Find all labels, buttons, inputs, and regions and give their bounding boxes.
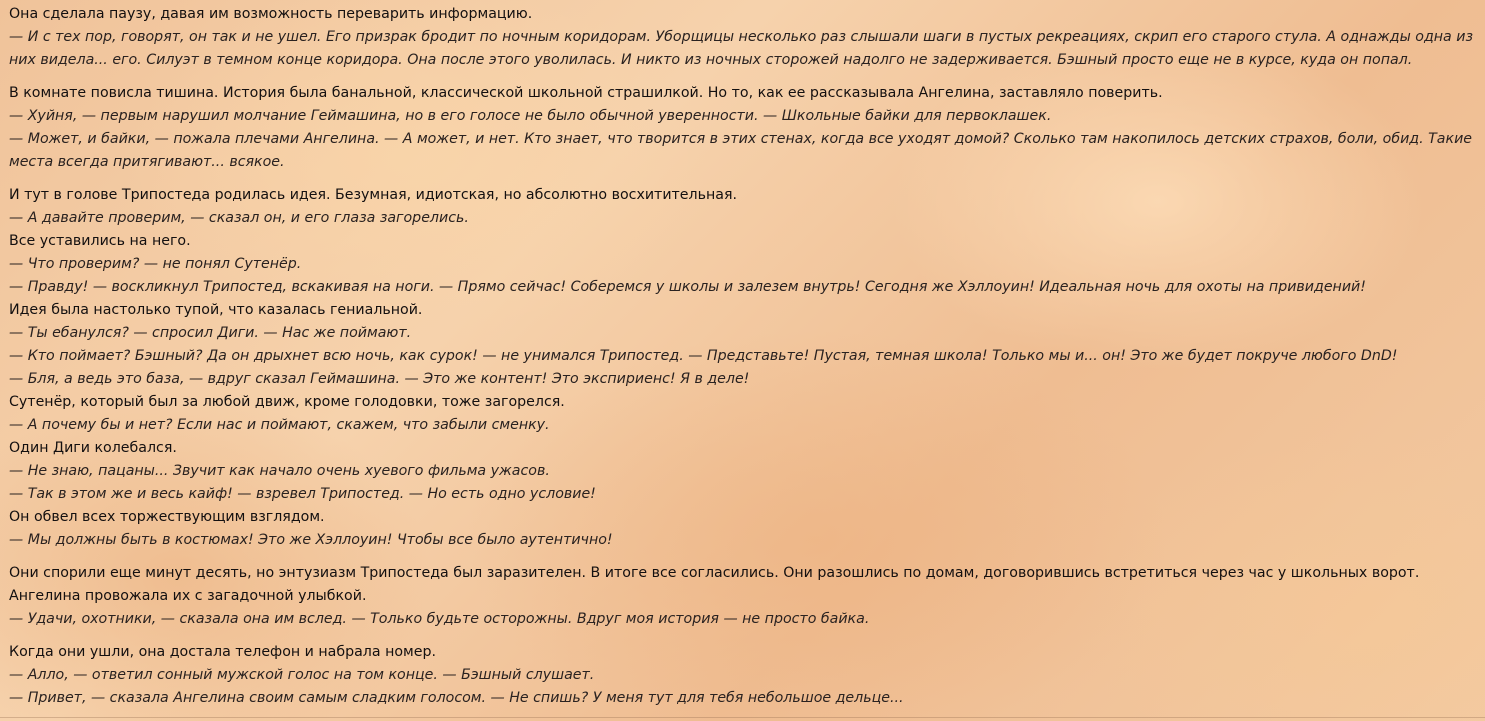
story-paragraph: И тут в голове Трипостеда родилась идея. Безумная, идиотская, но абсолютно восхитительная. <box>9 187 737 203</box>
story-dialogue-line: — И с тех пор, говорят, он так и не ушел. Его призрак бродит по ночным коридорам. Уборщицы несколько раз слышали шаги в пустых рекреациях, скрип его старого стула. А однажды одна из них видела... его. Силуэт в темном конце коридора. Она после этого уволилась. И никто из ночных сторожей надолго не задерживается. Бэшный просто еще не в курсе, куда он попал. <box>9 29 1474 68</box>
story-dialogue-line: — Привет, — сказала Ангелина своим самым сладким голосом. — Не спишь? У меня тут для тебя небольшое дельце... <box>9 690 904 706</box>
story-dialogue-line: — Хуйня, — первым нарушил молчание Геймашина, но в его голосе не было обычной уверенности. — Школьные байки для первоклашек. <box>9 108 1052 124</box>
story-paragraph: Идея была настолько тупой, что казалась гениальной. <box>9 302 423 318</box>
story-dialogue-line: — Кто поймает? Бэшный? Да он дрыхнет всю ночь, как сурок! — не унимался Трипостед. — Представьте! Пустая, темная школа! Только мы и... он! Это же будет покруче любого DnD! <box>9 348 1398 364</box>
story-paragraph: Они спорили еще минут десять, но энтузиазм Трипостеда был заразителен. В итоге все согласились. Они разошлись по домам, договорившись встретиться через час у школьных ворот. <box>9 565 1420 581</box>
story-paragraph: Один Диги колебался. <box>9 440 177 456</box>
story-dialogue-line: — Так в этом же и весь кайф! — взревел Трипостед. — Но есть одно условие! <box>9 486 596 502</box>
story-paragraph: Когда они ушли, она достала телефон и набрала номер. <box>9 644 436 660</box>
story-paragraph: Все уставились на него. <box>9 233 191 249</box>
story-dialogue-line: — Ты ебанулся? — спросил Диги. — Нас же поймают. <box>9 325 412 341</box>
story-paragraph: Ангелина провожала их с загадочной улыбкой. <box>9 588 367 604</box>
story-dialogue-line: — Не знаю, пацаны... Звучит как начало очень хуевого фильма ужасов. <box>9 463 550 479</box>
story-dialogue-line: — А давайте проверим, — сказал он, и его глаза загорелись. <box>9 210 469 226</box>
story-paragraph: Сутенёр, который был за любой движ, кроме голодовки, тоже загорелся. <box>9 394 565 410</box>
story-paragraph: В комнате повисла тишина. История была банальной, классической школьной страшилкой. Но то, как ее рассказывала Ангелина, заставляло поверить. <box>9 85 1163 101</box>
story-paragraph: Он обвел всех торжествующим взглядом. <box>9 509 325 525</box>
story-dialogue-line: — А почему бы и нет? Если нас и поймают, скажем, что забыли сменку. <box>9 417 550 433</box>
story-dialogue-line: — Что проверим? — не понял Сутенёр. <box>9 256 302 272</box>
story-text <box>9 3 1475 710</box>
story-dialogue-line: — Бля, а ведь это база, — вдруг сказал Геймашина. — Это же контент! Это экспириенс! Я в деле! <box>9 371 750 387</box>
story-dialogue-line: — Мы должны быть в костюмах! Это же Хэллоуин! Чтобы все было аутентично! <box>9 532 613 548</box>
story-dialogue-line: — Может, и байки, — пожала плечами Ангелина. — А может, и нет. Кто знает, что творится в этих стенах, когда все уходят домой? Сколько там накопилось детских страхов, боли, обид. Такие места всегда притягивают... всякое. <box>9 131 1473 170</box>
story-dialogue-line: — Алло, — ответил сонный мужской голос на том конце. — Бэшный слушает. <box>9 667 595 683</box>
story-paragraph: Она сделала паузу, давая им возможность переварить информацию. <box>9 6 533 22</box>
story-dialogue-line: — Правду! — воскликнул Трипостед, вскакивая на ноги. — Прямо сейчас! Соберемся у школы и залезем внутрь! Сегодня же Хэллоуин! Идеальная ночь для охоты на привидений! <box>9 279 1366 295</box>
story-dialogue-line: — Удачи, охотники, — сказала она им вслед. — Только будьте осторожны. Вдруг моя история — не просто байка. <box>9 611 870 627</box>
bottom-divider <box>0 717 1485 718</box>
